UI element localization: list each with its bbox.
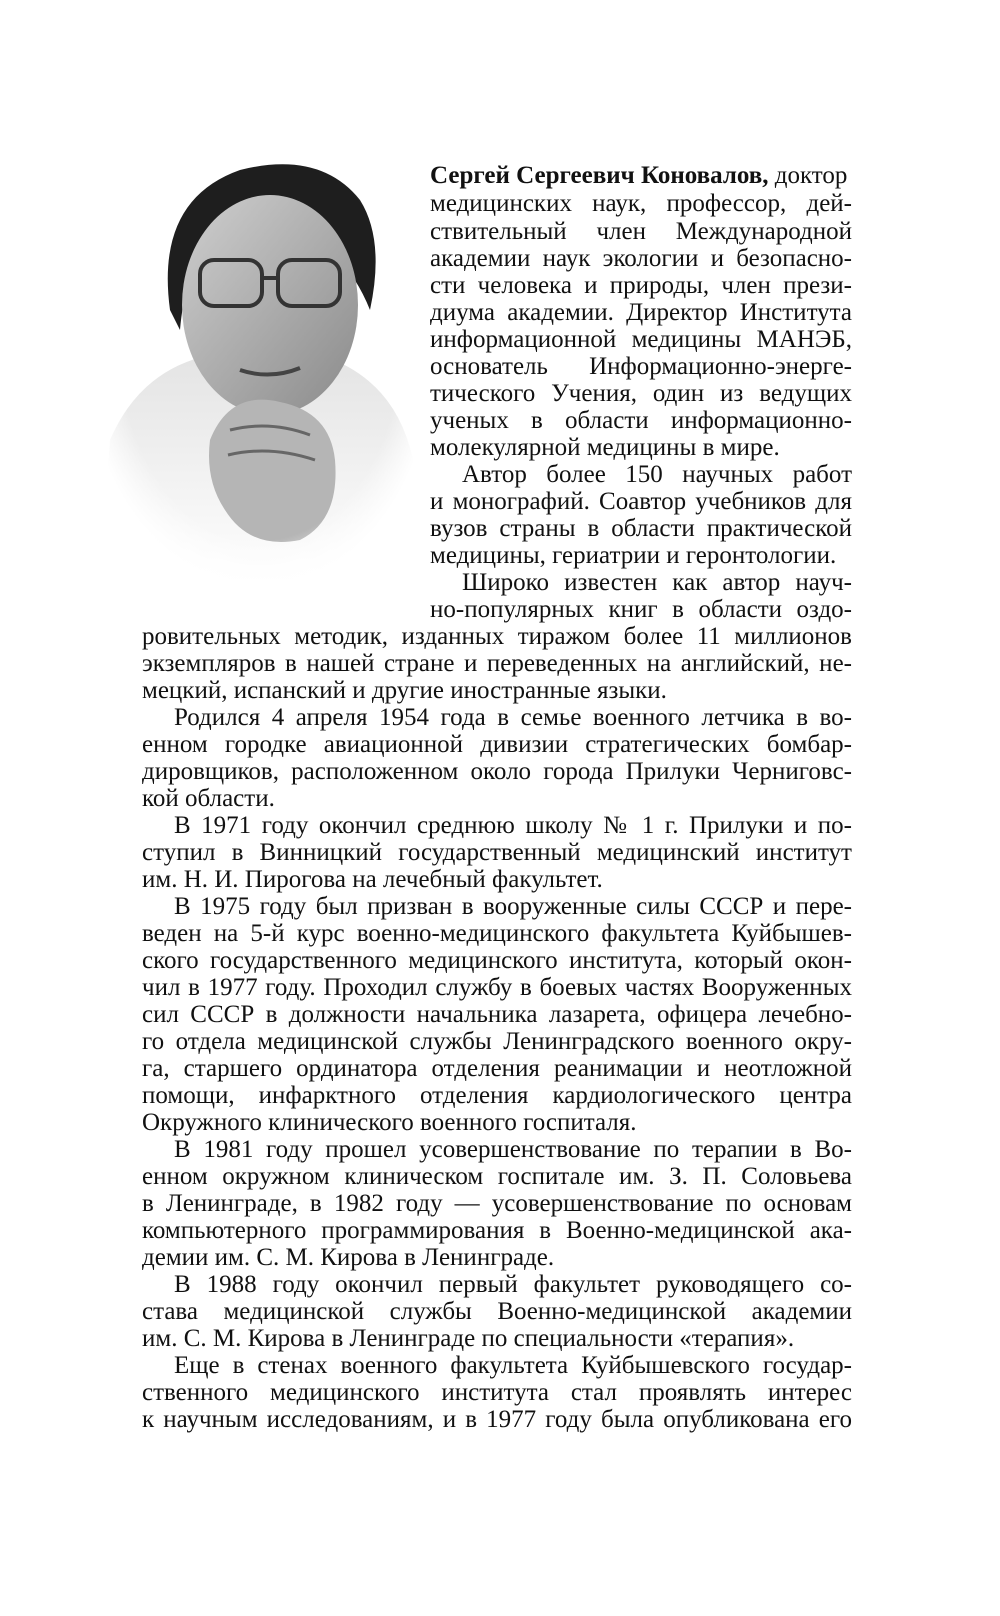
bio-line: сти человека и природы, член прези-: [430, 272, 852, 299]
bio-line: молекулярной медицины в мире.: [430, 434, 780, 461]
bio-line: вузов страны в области практической: [430, 515, 852, 542]
bio-line: га, старшего ординатора отделения реанимации и неотложной: [142, 1055, 852, 1082]
bio-line: компьютерного программирования в Военно-медицинской ака-: [142, 1217, 852, 1244]
bio-line: става медицинской службы Военно-медицинской академии: [142, 1298, 852, 1325]
author-portrait-photo: [100, 140, 420, 590]
bio-line: ствительный член Международной: [430, 218, 852, 245]
bio-line: им. С. М. Кирова в Ленинграде по специальности «терапия».: [142, 1325, 795, 1352]
bio-line: экземпляров в нашей стране и переведенных на английский, не-: [142, 650, 852, 677]
bio-line: основатель Информационно-энерге-: [430, 353, 852, 380]
bio-line: ровительных методик, изданных тиражом более 11 миллионов: [142, 623, 852, 650]
bio-line: помощи, инфарктного отделения кардиологического центра: [142, 1082, 852, 1109]
bio-line: и монографий. Соавтор учебников для: [430, 488, 852, 515]
bio-line: медицины, гериатрии и геронтологии.: [430, 542, 837, 569]
bio-line-1: [430, 162, 852, 189]
bio-line: тического Учения, один из ведущих: [430, 380, 852, 407]
bio-line-1-text: доктор: [768, 162, 848, 189]
bio-line: Родился 4 апреля 1954 года в семье военного летчика в во-: [174, 704, 852, 731]
bio-line: В 1988 году окончил первый факультет руководящего со-: [174, 1271, 852, 1298]
bio-line: но-популярных книг в области оздо-: [430, 596, 852, 623]
bio-line: енном окружном клиническом госпитале им. З. П. Соловьева: [142, 1163, 852, 1190]
bio-line: В 1981 году прошел усовершенствование по терапии в Во-: [174, 1136, 852, 1163]
bio-line: Широко известен как автор науч-: [462, 569, 852, 596]
bio-line: веден на 5-й курс военно-медицинского факультета Куйбышев-: [142, 920, 852, 947]
bio-line: енном городке авиационной дивизии стратегических бомбар-: [142, 731, 852, 758]
bio-line: чил в 1977 году. Проходил службу в боевых частях Вооруженных: [142, 974, 852, 1001]
bio-line: сил СССР в должности начальника лазарета, офицера лечебно-: [142, 1001, 852, 1028]
bio-line: академии наук экологии и безопасно-: [430, 245, 852, 272]
bio-line: диума академии. Директор Института: [430, 299, 852, 326]
bio-line: им. Н. И. Пирогова на лечебный факультет.: [142, 866, 603, 893]
bio-line: ученых в области информационно-: [430, 407, 852, 434]
bio-line: демии им. С. М. Кирова в Ленинграде.: [142, 1244, 555, 1271]
bio-line: Окружного клинического военного госпиталя.: [142, 1109, 637, 1136]
author-name: Сергей Сергеевич Коновалов,: [430, 162, 769, 189]
bio-line: дировщиков, расположенном около города Прилуки Черниговс-: [142, 758, 852, 785]
bio-line: ственного медицинского института стал проявлять интерес: [142, 1379, 852, 1406]
bio-line: В 1975 году был призван в вооруженные силы СССР и пере-: [174, 893, 852, 920]
bio-line: информационной медицины МАНЭБ,: [430, 326, 852, 353]
bio-line: мецкий, испанский и другие иностранные языки.: [142, 677, 667, 704]
bio-line: медицинских наук, профессор, дей-: [430, 190, 852, 217]
bio-line: го отдела медицинской службы Ленинградского военного окру-: [142, 1028, 852, 1055]
bio-line: Еще в стенах военного факультета Куйбышевского государ-: [174, 1352, 852, 1379]
bio-line: ступил в Винницкий государственный медицинский институт: [142, 839, 852, 866]
bio-line: ского государственного медицинского института, который окон-: [142, 947, 852, 974]
bio-line: кой области.: [142, 785, 275, 812]
bio-line: в Ленинграде, в 1982 году — усовершенствование по основам: [142, 1190, 852, 1217]
bio-line: Автор более 150 научных работ: [462, 461, 852, 488]
bio-line: к научным исследованиям, и в 1977 году была опубликована его: [142, 1406, 852, 1433]
bio-line: В 1971 году окончил среднюю школу № 1 г. Прилуки и по-: [174, 812, 852, 839]
